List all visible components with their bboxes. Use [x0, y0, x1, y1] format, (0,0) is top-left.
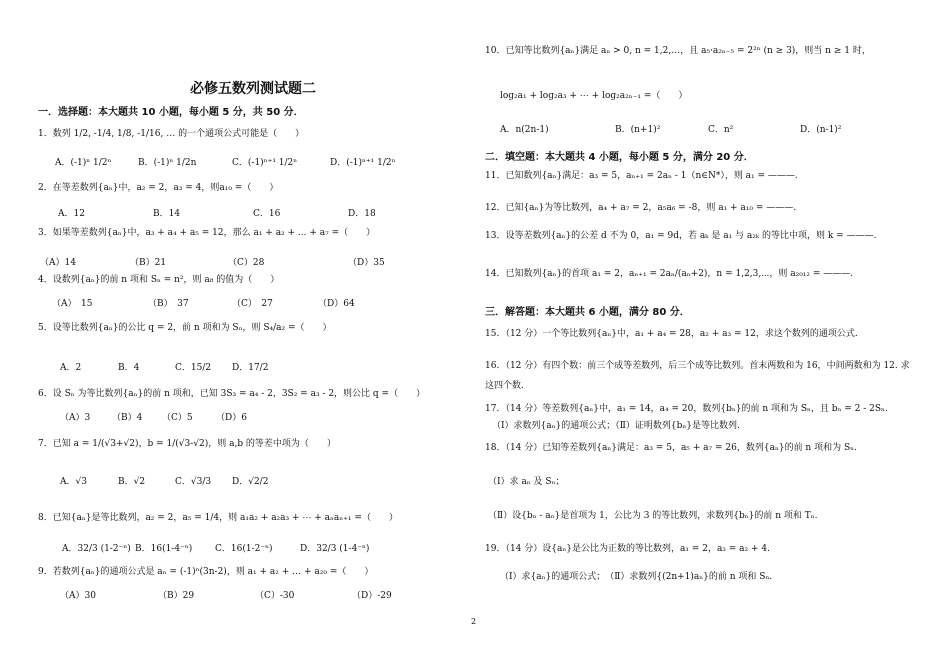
question-16-cont: 这四个数.: [485, 381, 524, 391]
q7-option-c: C．√3/3: [175, 477, 212, 487]
question-17-parts: （Ⅰ）求数列{aₙ}的通项公式；（Ⅱ）证明数列{bₙ}是等比数列.: [492, 421, 740, 431]
section-fill-heading: 二．填空题：本大题共 4 小题，每小题 5 分，满分 20 分．: [485, 152, 754, 163]
q7-option-d: D．√2/2: [232, 477, 269, 487]
q4-option-b: （B） 37: [148, 299, 189, 309]
question-12: 12．已知{aₙ}为等比数列，a₄ + a₇ = 2，a₅a₆ = -8，则 a₁ + a₁₀ = ———.: [485, 203, 797, 213]
q6-option-d: （D）6: [216, 413, 247, 423]
question-3: 3．如果等差数列{aₙ}中，a₃ + a₄ + a₅ = 12，那么 a₁ + a₂ + ... + a₇ =（ ）: [38, 228, 376, 238]
q2-option-d: D．18: [348, 209, 376, 219]
question-13: 13．设等差数列{aₙ}的公差 d 不为 0，a₁ = 9d，若 aₖ 是 a₁ 与 a₂ₖ 的等比中项，则 k = ———.: [485, 231, 877, 241]
q10-option-b: B．(n+1)²: [615, 125, 661, 135]
q4-option-d: （D）64: [318, 299, 355, 309]
page-number: 2: [471, 617, 477, 626]
q1-option-d: D．(-1)ⁿ⁺¹ 1/2ⁿ: [330, 158, 396, 168]
q7-option-b: B．√2: [118, 477, 146, 487]
question-14: 14．已知数列{aₙ}的首项 a₁ = 2，aₙ₊₁ = 2aₙ/(aₙ+2)，n = 1,2,3,⋯，则 a₂₀₁₂ = ———.: [485, 269, 854, 279]
q5-option-a: A．2: [60, 363, 82, 373]
q8-option-c: C．16(1-2⁻ⁿ): [215, 544, 273, 554]
question-15: 15．（12 分）一个等比数列{aₙ}中，a₁ + a₄ = 28，a₂ + a₃ = 12，求这个数列的通项公式.: [485, 329, 858, 339]
q8-option-a: A．32/3 (1-2⁻ⁿ): [62, 544, 131, 554]
q8-option-b: B．16(1-4⁻ⁿ): [135, 544, 193, 554]
q10-option-a: A．n(2n-1): [500, 125, 549, 135]
q2-option-a: A．12: [58, 209, 85, 219]
question-19: 19．（14 分）设{aₙ}是公比为正数的等比数列，a₁ = 2，a₃ = a₂ + 4.: [485, 544, 770, 554]
question-7: 7．已知 a = 1/(√3+√2)，b = 1/(√3-√2)，则 a,b 的等差中项为（ ）: [38, 439, 336, 449]
q5-option-c: C．15/2: [175, 363, 212, 373]
q5-option-b: B．4: [118, 363, 140, 373]
q9-option-b: （B）29: [158, 591, 195, 601]
question-18: 18．（14 分）已知等差数列{aₙ}满足：a₃ = 5，a₅ + a₇ = 26，数列{aₙ}的前 n 项和为 Sₙ.: [485, 443, 857, 453]
question-10-expression: log₂a₁ + log₂a₃ + ⋯ + log₂a₂ₙ₋₁ =（ ）: [500, 91, 688, 101]
question-10: 10．已知等比数列{aₙ}满足 aₙ > 0, n = 1,2,…，且 a₅·a₂ₙ₋₅ = 2²ⁿ (n ≥ 3)，则当 n ≥ 1 时，: [485, 46, 871, 56]
question-16: 16．（12 分）有四个数：前三个成等差数列，后三个成等比数列。首末两数和为 16，中间两数和为 12. 求: [485, 361, 910, 371]
question-17: 17．（14 分）等差数列{aₙ}中，a₁ = 14，a₄ = 20，数列{bₙ}的前 n 项和为 Sₙ，且 bₙ = 2 - 2Sₙ.: [485, 404, 888, 414]
q2-option-c: C．16: [253, 209, 281, 219]
q6-option-c: （C）5: [162, 413, 193, 423]
question-9: 9．若数列{aₙ}的通项公式是 aₙ = (-1)ⁿ(3n-2)，则 a₁ + a₂ + … + a₂₀ =（ ）: [38, 567, 374, 577]
page-title: 必修五数列测试题二: [190, 81, 316, 97]
question-5: 5．设等比数列{aₙ}的公比 q = 2，前 n 项和为 Sₙ，则 S₄/a₂ =（ ）: [38, 323, 332, 333]
q9-option-d: （D）-29: [352, 591, 392, 601]
q10-option-d: D．(n-1)²: [800, 125, 842, 135]
q8-option-d: D．32/3 (1-4⁻ⁿ): [300, 544, 370, 554]
question-19-parts: （Ⅰ）求{aₙ}的通项公式； （Ⅱ）求数列{(2n+1)aₙ}的前 n 项和 Sₙ.: [500, 572, 773, 582]
right-column: [480, 0, 940, 671]
q2-option-b: B．14: [153, 209, 181, 219]
q1-option-a: A．(-1)ⁿ 1/2ⁿ: [55, 158, 112, 168]
q3-option-a: （A）14: [40, 258, 76, 268]
section-choice-heading: 一．选择题：本大题共 10 小题，每小题 5 分，共 50 分．: [38, 107, 304, 118]
q6-option-a: （A）3: [60, 413, 91, 423]
question-8: 8．已知{aₙ}是等比数列，a₂ = 2，a₅ = 1/4，则 a₁a₂ + a₂a₃ + ⋯ + aₙaₙ₊₁ =（ ）: [38, 513, 398, 523]
question-11: 11．已知数列{aₙ}满足：a₃ = 5，aₙ₊₁ = 2aₙ - 1（n∈N*），则 a₁ = ———.: [485, 171, 798, 181]
question-4: 4．设数列{aₙ}的前 n 项和 Sₙ = n²，则 a₈ 的值为（ ）: [38, 275, 280, 285]
question-1: 1．数列 1/2, -1/4, 1/8, -1/16, … 的一个通项公式可能是（ ）: [38, 129, 305, 139]
question-18-part-1: （Ⅰ）求 aₙ 及 Sₙ；: [488, 477, 565, 487]
q3-option-c: （C）28: [228, 258, 265, 268]
left-column: [0, 0, 470, 671]
q3-option-b: （B）21: [130, 258, 167, 268]
question-18-part-2: （Ⅱ）设{bₙ - aₙ}是首项为 1，公比为 3 的等比数列，求数列{bₙ}的前 n 项和 Tₙ.: [488, 511, 818, 521]
q6-option-b: （B）4: [112, 413, 143, 423]
question-6: 6．设 Sₙ 为等比数列{aₙ}的前 n 项和，已知 3S₃ = a₄ - 2，3S₂ = a₃ - 2，则公比 q =（ ）: [38, 389, 426, 399]
q7-option-a: A．√3: [60, 477, 87, 487]
q4-option-a: （A） 15: [52, 299, 93, 309]
q9-option-c: （C）-30: [255, 591, 295, 601]
q9-option-a: （A）30: [60, 591, 96, 601]
q1-option-c: C．(-1)ⁿ⁺¹ 1/2ⁿ: [232, 158, 298, 168]
section-answer-heading: 三．解答题：本大题共 6 小题，满分 80 分．: [485, 307, 690, 318]
q4-option-c: （C） 27: [232, 299, 273, 309]
q10-option-c: C．n²: [708, 125, 734, 135]
question-2: 2．在等差数列{aₙ}中，a₂ = 2，a₃ = 4，则a₁₀ =（ ）: [38, 183, 279, 193]
q3-option-d: （D）35: [348, 258, 385, 268]
q5-option-d: D．17/2: [232, 363, 269, 373]
q1-option-b: B．(-1)ⁿ 1/2n: [138, 158, 197, 168]
